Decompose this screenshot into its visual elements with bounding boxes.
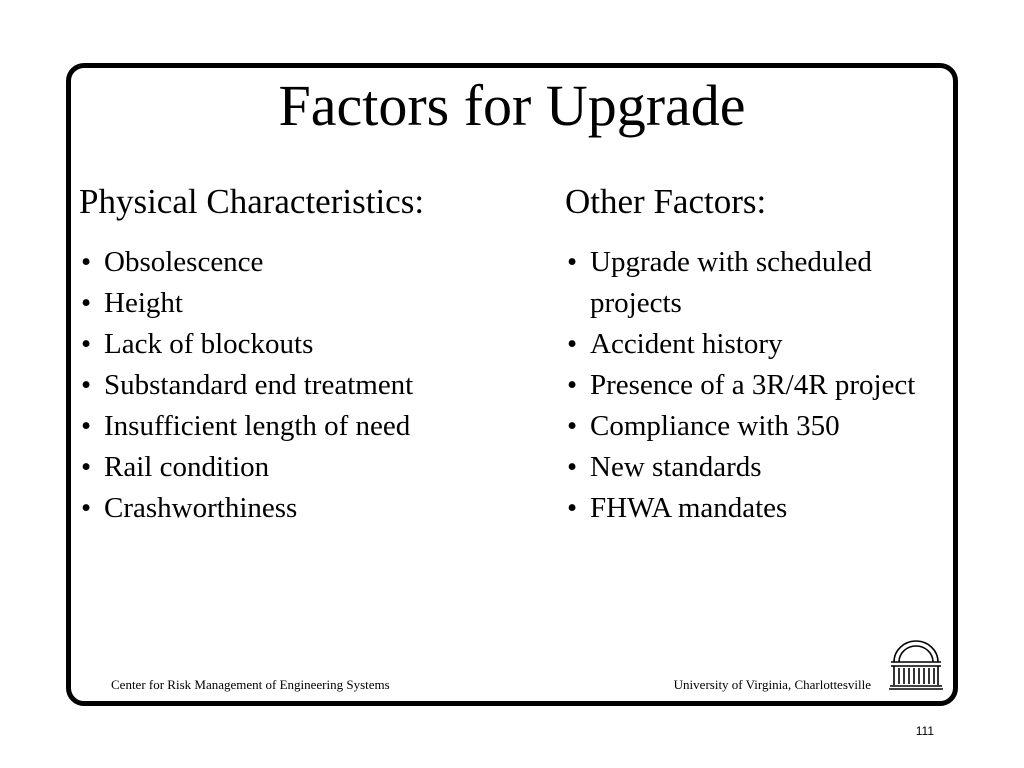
- list-item: [79, 365, 539, 406]
- list-item-text: New standards: [590, 451, 762, 483]
- bullet-icon: •: [81, 492, 92, 524]
- list-item-text: FHWA mandates: [590, 492, 788, 524]
- physical-characteristics-list: [79, 242, 539, 529]
- bullet-icon: •: [567, 246, 578, 278]
- list-item-text: Compliance with 350: [590, 410, 840, 442]
- bullet-icon: •: [81, 410, 92, 442]
- bullet-icon: •: [81, 328, 92, 360]
- bullet-icon: •: [81, 246, 92, 278]
- bullet-icon: •: [567, 410, 578, 442]
- bullet-icon: •: [81, 451, 92, 483]
- list-item-text: Rail condition: [104, 451, 270, 483]
- bullet-icon: •: [81, 287, 92, 319]
- bullet-icon: •: [567, 451, 578, 483]
- list-item: [565, 365, 935, 406]
- bullet-icon: •: [567, 328, 578, 360]
- list-item: [79, 488, 539, 529]
- bullet-icon: •: [81, 369, 92, 401]
- list-item: [565, 447, 935, 488]
- list-item: [79, 242, 539, 283]
- bullet-icon: •: [567, 369, 578, 401]
- list-item-text: Height: [104, 287, 183, 319]
- list-item-text: Lack of blockouts: [104, 328, 314, 360]
- column-heading: Physical Characteristics:: [79, 182, 425, 221]
- list-item-text: Upgrade with scheduled projects: [590, 246, 872, 319]
- list-item: [79, 324, 539, 365]
- footer-organization: Center for Risk Management of Engineering Systems: [111, 677, 390, 692]
- list-item-text: Insufficient length of need: [104, 410, 411, 442]
- footer-university: University of Virginia, Charlottesville: [673, 677, 871, 692]
- list-item-text: Obsolescence: [104, 246, 264, 278]
- slide-title: Factors for Upgrade: [278, 73, 746, 138]
- list-item-text: Accident history: [590, 328, 783, 360]
- list-item: [565, 488, 935, 529]
- list-item: [79, 406, 539, 447]
- physical-characteristics-column: [79, 180, 539, 529]
- list-item: [79, 447, 539, 488]
- list-item: [565, 406, 935, 447]
- list-item-text: Presence of a 3R/4R project: [590, 369, 916, 401]
- bullet-icon: •: [567, 492, 578, 524]
- other-factors-column: [565, 180, 935, 529]
- column-heading: Other Factors:: [565, 182, 767, 221]
- list-item-text: Substandard end treatment: [104, 369, 414, 401]
- list-item-text: Crashworthiness: [104, 492, 298, 524]
- other-factors-list: [565, 242, 935, 529]
- list-item: [79, 283, 539, 324]
- list-item: [565, 324, 935, 365]
- rotunda-icon: [887, 637, 945, 691]
- list-item: [565, 242, 935, 324]
- page-number: 111: [915, 724, 934, 738]
